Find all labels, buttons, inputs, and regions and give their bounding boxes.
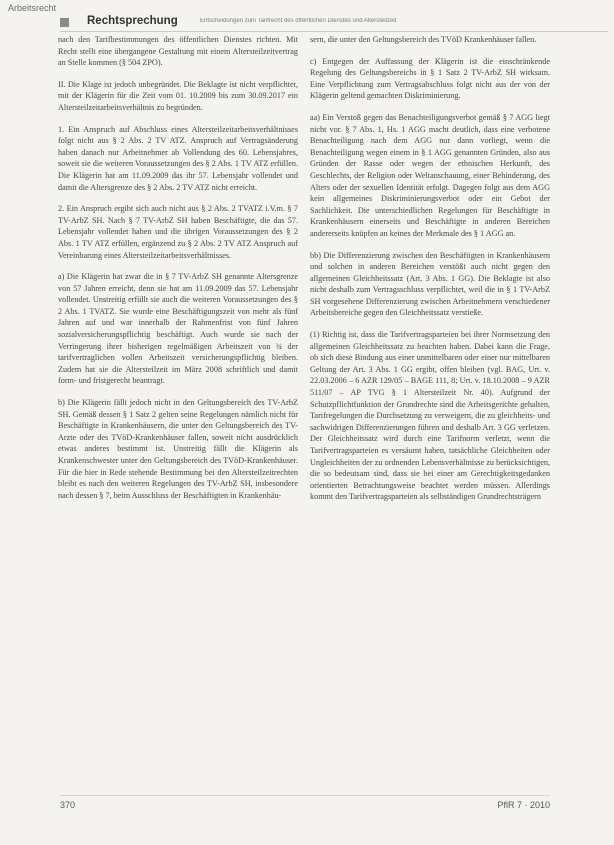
paragraph: a) Die Klägerin hat zwar die in § 7 TV-ArbZ SH genannte Altersgrenze von 57 Jahren erreicht, denn sie hat am 11.09.2009 das 57. Lebensjahr vollendet. Unstreitig erfüllt sie auch die weiteren Voraussetzungen des § 2 Abs. 1 TVATZ. Sie wurde eine Beschäftigungszeit von mehr als fünf Jahren auf und war innerhalb der Rahmenfrist von fünf Jahren sozialversicherungspflichtig beschäftigt. Auch wurde sie nach der Verringerung ihrer bisherigen regelmäßigen Arbeitszeit von ¾ der tarifvertraglichen vollen Arbeitszeit versicherungspflichtig bleiben. Zudem hat sie die Altersteilzeit im März 2008 schriftlich und damit form- und fristgerecht beantragt. — [58, 272, 298, 386]
header-square-icon — [60, 18, 69, 27]
paragraph: (1) Richtig ist, dass die Tarifvertragsparteien bei ihrer Normsetzung den allgemeinen Gleichheitssatz zu beachten haben. Dabei kann die Frage, ob sich diese Bindung aus einer unmittelbaren oder einer nur mittelbaren Geltung der Art. 3 Abs. 1 GG ergibt, offen bleiben (vgl. BAG, Urt. v. 22.03.2006 – 6 AZR 129/05 – BAGE 111, 8; Urt. v. 18.10.2008 – 9 AZR 511/07 – AP TVG § 1 Altersteilzeit Nr. 40). Aufgrund der Schutzpflichtfunktion der Grundrechte sind die Arbeitsgerichte gehalten, Tarifregelungen die Durchsetzung zu verweigern, die zu gleichheits- und sachwidrigen Differenzierungen führen und deshalb Art. 3 GG verletzen. Der Gleichheitssatz wird durch eine Tarifnorm verletzt, wenn die Tarifvertragsparteien es versäumt haben, tatsächliche Gleichheiten oder Ungleichheiten der zu ordnenden Lebensverhältnisse zu berücksichtigen, die so bedeutsam sind, dass sie bei einer am Gerechtigkeitsgedanken orientierten Betrachtungsweise beachtet werden müssen. Allerdings kommt den Tarifvertragsparteien als selbständigen Grundrechtsträgern — [310, 330, 550, 502]
paragraph: sern, die unter den Geltungsbereich des TVöD Krankenhäuser fallen. — [310, 35, 537, 44]
paragraph: c) Entgegen der Auffassung der Klägerin ist die einschränkende Regelung des Geltungsbereichs in § 1 Satz 2 TV-ArbZ SH wirksam. Eine Verpflichtung zum Vertragsabschluss folgt nicht aus der von der Klägerin geltend gemachten Diskriminierung. — [310, 56, 550, 101]
paragraph: 1. Ein Anspruch auf Abschluss eines Altersteilzeitarbeitsverhältnisses folgt nicht aus § 2 Abs. 2 TV ATZ. Anspruch auf Vertragsänderung haben danach nur Arbeitnehmer ab Vollendung des 60. Lebensjahres, soweit sie die weiteren Voraussetzungen des § 2 Abs. 1 TV ATZ erfüllen. Die Klägerin hat am 11.09.2009 das ihr 57. Lebensjahr vollendet und damit die Altersgrenze des § 2 Abs. 2 TV ATZ nicht erreicht. — [58, 124, 298, 192]
right-column — [310, 34, 550, 513]
header-title: Rechtsprechung — [87, 15, 178, 27]
paragraph: bb) Die Differenzierung zwischen den Beschäftigten in Krankenhäusern und solchen in anderen Bereichen verstößt auch nicht gegen den allgemeinen Gleichheitssatz (Art. 3 Abs. 1 GG). Die Beklagte ist also nicht deshalb zum Vertragsschluss verpflichtet, weil die in § 1 TV-ArbZ SH vorgesehene Differenzierung zwischen Arbeitnehmern verschiedener Arbeitsbereiche gegen den Gleichheitssatz verstieße. — [310, 250, 550, 318]
running-header — [60, 15, 608, 32]
paragraph: nach den Tarifbestimmungen des öffentlichen Dienstes richten. Mit Recht stellt eine übergangene Gestaltung mit einem Altersteilzeitvertrag an Stelle kommen (§ 504 ZPO). — [58, 35, 298, 68]
paragraph: II. Die Klage ist jedoch unbegründet. Die Beklagte ist nicht verpflichtet, mit der Klägerin für die Zeit vom 01. 10.2009 bis zum 30.09.2017 ein Altersteilzeitarbeitsverhältnis zu begründen. — [58, 79, 298, 112]
left-column — [58, 34, 298, 511]
header-subtitle: Entscheidungen zum Tarifrecht des öffentlichen Dienstes und Altersteilzeit — [200, 18, 397, 24]
paragraph: 2. Ein Anspruch ergibt sich auch nicht aus § 2 Abs. 2 TVATZ i.V.m. § 7 TV-ArbZ SH. Nach § 7 TV-ArbZ SH haben Beschäftigte, die das 57. Lebensjahr vollendet haben und die übrigen Voraussetzungen des § 2 Abs. 1 TV ATZ erfüllen, ergänzend zu § 2 Abs. 2 TV ATZ Anspruch auf Vereinbarung eines Altersteilzeitarbeitsverhältnisses. — [58, 204, 298, 260]
page-number: 370 — [60, 800, 76, 810]
section-label: Arbeitsrecht — [8, 3, 57, 13]
paragraph: aa) Ein Verstoß gegen das Benachteiligungsverbot gemäß § 7 AGG liegt nicht vor. § 7 Abs. 1, Hs. 1 AGG macht deutlich, dass eine verbotene Benachteiligung nach dem AGG nur dann vorliegt, wenn die Benachteiligung wegen einem in § 1 AGG genannten Gründen, also aus Gründen der Rasse oder wegen der ethnischen Herkunft, des Geschlechts, der Religion oder Weltanschauung, einer Behinderung, des Alters oder der sexuellen Identität erfolgt. Dagegen folgt aus dem AGG kein allgemeines Diskriminierungsverbot oder ein Gebot der Sachlichkeit. Die unterschiedlichen Regelungen für Beschäftigte in Krankenhäusern einerseits und Beschäftigte in anderen Bereichen andererseits knüpfen an keines der Merkmale des § 1 AGG an. — [310, 112, 550, 238]
footer-divider — [60, 795, 550, 796]
paragraph: b) Die Klägerin fällt jedoch nicht in den Geltungsbereich des TV-ArbZ SH. Gemäß dessen § 1 Satz 2 gelten seine Regelungen nämlich nicht für Beschäftigte in Krankenhäusern, die unter den Geltungsbereich des TV-Arzte oder des TVöD-Krankenhäuser fallen, soweit nicht ausdrücklich etwas anderes bestimmt ist. Unstreitig fällt die Klägerin als Krankenschwester unter den Geltungsbereich des TVöD-Krankenhäuser. Für die hier in Rede stehende Bestimmung bei den Altersteilzeitrechten bleibt es nach den weiteren Regelungen des TV-ArbZ SH, insbesondere nach dessen § 7, beim Ausschluss der Beschäftigten in Krankenhäu- — [58, 398, 298, 500]
journal-issue: PflR 7 · 2010 — [497, 800, 550, 810]
